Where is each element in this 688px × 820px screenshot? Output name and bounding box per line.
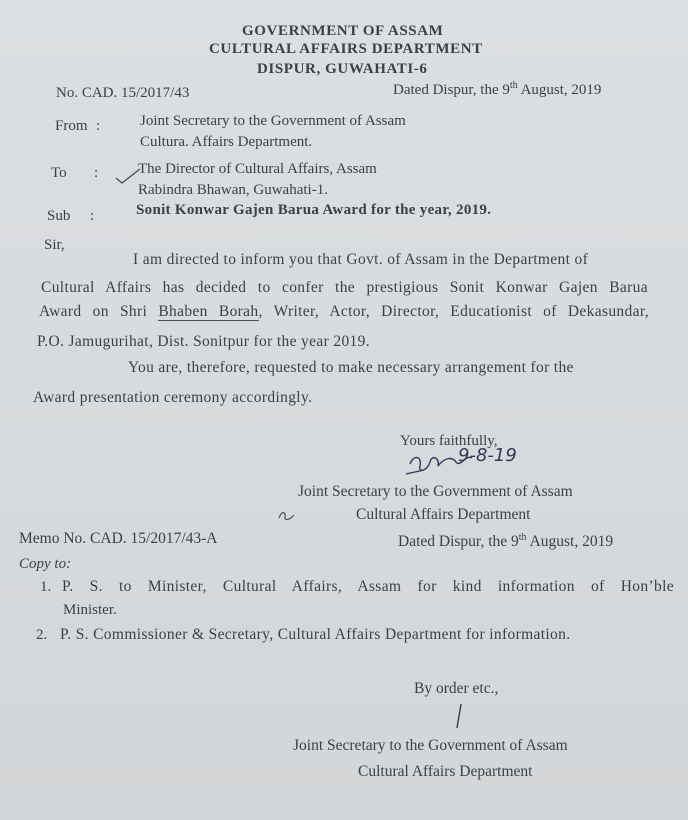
- subject-colon: :: [90, 208, 95, 224]
- from-label: From: [55, 118, 88, 134]
- copy-to-label: Copy to:: [19, 556, 72, 572]
- tick-mark-icon: [114, 166, 144, 186]
- closing: Yours faithfully,: [400, 433, 498, 449]
- to-label: To: [51, 165, 67, 181]
- from-line1: Joint Secretary to the Government of Assam: [140, 113, 406, 129]
- to-line1: The Director of Cultural Affairs, Assam: [138, 161, 377, 177]
- letter-date: Dated Dispur, the 9th August, 2019: [393, 80, 602, 98]
- from-colon: :: [96, 118, 101, 134]
- to-colon: :: [94, 165, 99, 181]
- header-department: CULTURAL AFFAIRS DEPARTMENT: [209, 41, 483, 57]
- copy-item-1-number: 1.: [40, 579, 52, 595]
- para1-line1: I am directed to inform you that Govt. of Assam in the Department of: [133, 251, 589, 268]
- initial-mark-icon: [276, 506, 298, 524]
- to-line2: Rabindra Bhawan, Guwahati-1.: [138, 182, 328, 198]
- para1-line4: P.O. Jamugurihat, Dist. Sonitpur for the year 2019.: [37, 333, 370, 350]
- signature-stroke: [453, 702, 465, 730]
- memo-number: Memo No. CAD. 15/2017/43-A: [19, 530, 218, 547]
- signatory2-line1: Joint Secretary to the Government of Assam: [293, 737, 568, 754]
- para2-line1: You are, therefore, requested to make necessary arrangement for the: [128, 359, 574, 376]
- by-order: By order etc.,: [414, 680, 499, 697]
- para1-line2: Cultural Affairs has decided to confer the prestigious Sonit Konwar Gajen Barua: [41, 279, 648, 296]
- awardee-name: Bhaben Borah: [158, 303, 259, 320]
- subject-text: Sonit Konwar Gajen Barua Award for the year, 2019.: [136, 202, 492, 218]
- copy-item-1-line1: P. S. to Minister, Cultural Affairs, Assam for kind information of Hon’ble: [62, 578, 674, 595]
- signatory-line2: Cultural Affairs Department: [356, 506, 531, 523]
- salutation: Sir,: [44, 237, 65, 253]
- signatory-line1: Joint Secretary to the Government of Assam: [298, 483, 573, 500]
- header-government: GOVERNMENT OF ASSAM: [242, 23, 444, 39]
- header-address: DISPUR, GUWAHATI-6: [257, 61, 428, 77]
- copy-item-2-line1: P. S. Commissioner & Secretary, Cultural Affairs Department for information.: [60, 626, 571, 643]
- signature-date: 9-8-19: [458, 445, 517, 466]
- from-line2: Cultura. Affairs Department.: [140, 134, 313, 150]
- signatory2-line2: Cultural Affairs Department: [358, 763, 533, 780]
- copy-item-2-number: 2.: [36, 627, 48, 643]
- reference-number: No. CAD. 15/2017/43: [56, 85, 190, 101]
- memo-date: Dated Dispur, the 9th August, 2019: [398, 532, 614, 551]
- para1-line3: Award on Shri Bhaben Borah, Writer, Actor, Director, Educationist of Dekasundar,: [39, 303, 649, 320]
- para2-line2: Award presentation ceremony accordingly.: [33, 389, 313, 406]
- subject-label: Sub: [47, 208, 71, 224]
- copy-item-1-line2: Minister.: [63, 602, 117, 618]
